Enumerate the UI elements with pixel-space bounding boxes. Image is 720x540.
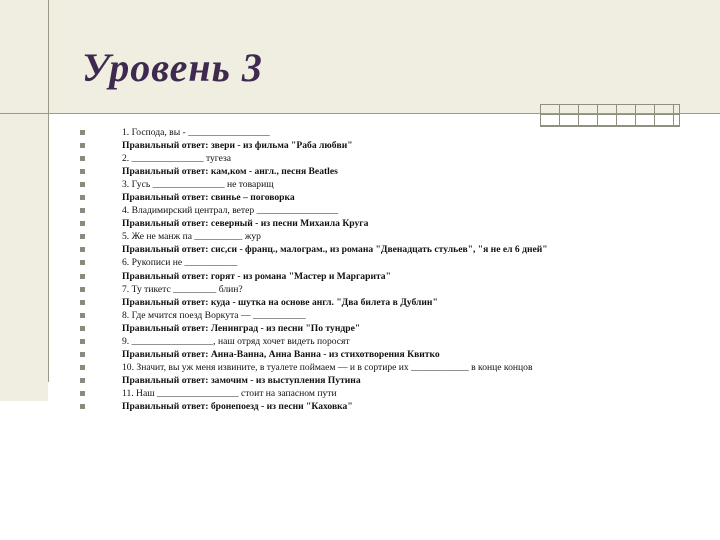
question-text: 3. Гусь _______________ не товарищ <box>122 179 274 191</box>
question-line <box>80 335 548 348</box>
bullet-icon <box>80 260 85 265</box>
answer-text: Правильный ответ: Ленинград - из песни "По тундре" <box>122 322 361 334</box>
question-line <box>80 361 548 374</box>
bullet-icon <box>80 130 85 135</box>
answer-text: Правильный ответ: кам,ком - англ., песня Beatles <box>122 166 338 178</box>
question-line <box>80 283 548 296</box>
bullet-icon <box>80 326 85 331</box>
answer-line <box>80 374 548 387</box>
question-line <box>80 126 548 139</box>
question-line <box>80 309 548 322</box>
answer-line <box>80 165 548 178</box>
answer-line <box>80 322 548 335</box>
answer-line <box>80 270 548 283</box>
bullet-icon <box>80 208 85 213</box>
question-text: 5. Же не манж па __________ жур <box>122 231 261 243</box>
decorative-grid <box>540 104 680 127</box>
bullet-icon <box>80 234 85 239</box>
answer-text: Правильный ответ: Анна-Ванна, Анна Ванна - из стихотворения Квитко <box>122 348 440 360</box>
bullet-icon <box>80 378 85 383</box>
question-line <box>80 230 548 243</box>
question-text: 11. Наш _________________ стоит на запасном пути <box>122 387 337 399</box>
bullet-icon <box>80 156 85 161</box>
question-text: 10. Значит, вы уж меня извините, в туалете поймаем — и в сортире их ____________ в конце концов <box>122 361 533 373</box>
vertical-divider <box>48 0 49 382</box>
bullet-icon <box>80 313 85 318</box>
answer-line <box>80 139 548 152</box>
question-text: 8. Где мчится поезд Воркута — ___________ <box>122 309 306 321</box>
bullet-icon <box>80 287 85 292</box>
answer-line <box>80 191 548 204</box>
bullet-icon <box>80 195 85 200</box>
bullet-icon <box>80 143 85 148</box>
answer-text: Правильный ответ: северный - из песни Михаила Круга <box>122 218 369 230</box>
answer-line <box>80 296 548 309</box>
bullet-icon <box>80 365 85 370</box>
bullet-icon <box>80 300 85 305</box>
question-line <box>80 178 548 191</box>
question-text: 1. Господа, вы - _________________ <box>122 127 270 139</box>
answer-text: Правильный ответ: звери - из фильма "Раба любви" <box>122 140 353 152</box>
question-text: 2. _______________ тугеза <box>122 153 232 165</box>
bullet-icon <box>80 247 85 252</box>
question-line <box>80 387 548 400</box>
question-text: 7. Ту тикетс _________ блин? <box>122 283 243 295</box>
answer-text: Правильный ответ: бронепоезд - из песни "Каховка" <box>122 401 353 412</box>
question-list <box>80 126 548 413</box>
question-text: 4. Владимирский централ, ветер _________________ <box>122 205 339 217</box>
answer-text: Правильный ответ: свинье – поговорка <box>122 192 295 204</box>
left-decor-band <box>0 0 48 401</box>
bullet-icon <box>80 339 85 344</box>
bullet-icon <box>80 352 85 357</box>
question-line <box>80 256 548 269</box>
answer-line <box>80 400 548 413</box>
bullet-icon <box>80 182 85 187</box>
answer-line <box>80 217 548 230</box>
answer-line <box>80 348 548 361</box>
question-line <box>80 152 548 165</box>
bullet-icon <box>80 169 85 174</box>
question-line <box>80 204 548 217</box>
bullet-icon <box>80 274 85 279</box>
question-text: 6. Рукописи не ___________ <box>122 257 238 269</box>
bullet-icon <box>80 221 85 226</box>
answer-text: Правильный ответ: горят - из романа "Мастер и Маргарита" <box>122 270 391 282</box>
question-text: 9. _________________, наш отряд хочет видеть поросят <box>122 335 350 347</box>
answer-text: Правильный ответ: куда - шутка на основе англ. "Два билета в Дублин" <box>122 296 438 308</box>
answer-text: Правильный ответ: замочим - из выступления Путина <box>122 374 361 386</box>
bullet-icon <box>80 391 85 396</box>
bullet-icon <box>80 404 85 409</box>
slide-title: Уровень 3 <box>82 45 263 90</box>
answer-text: Правильный ответ: сис,си - франц., малограм., из романа "Двенадцать стульев", "я не ел 6 дней" <box>122 244 548 256</box>
answer-line <box>80 243 548 256</box>
